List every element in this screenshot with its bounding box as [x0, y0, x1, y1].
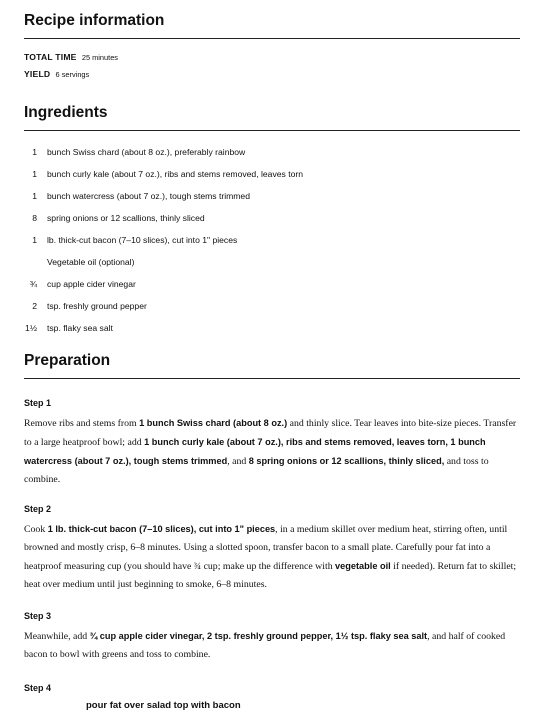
ingredient-reference: pour fat over salad top with bacon — [86, 700, 241, 711]
step-3-label: Step 3 — [24, 611, 52, 621]
ingredient-text: spring onions or 12 scallions, thinly sliced — [47, 213, 205, 223]
ingredient-text: bunch watercress (about 7 oz.), tough stems trimmed — [47, 191, 250, 201]
total-time-value: 25 minutes — [81, 53, 118, 62]
ingredient-text: tsp. flaky sea salt — [47, 323, 113, 333]
ingredient-item — [24, 191, 250, 205]
step-4-label: Step 4 — [24, 683, 52, 693]
ingredient-quantity: 8 — [32, 213, 37, 223]
step-1-text — [24, 414, 524, 489]
ingredient-text: cup apple cider vinegar — [47, 279, 136, 289]
instruction-text: Meanwhile, add — [24, 631, 90, 642]
recipe-info-title: Recipe information — [24, 12, 165, 29]
ingredient-item — [24, 169, 303, 183]
ingredient-quantity: 1 — [32, 191, 37, 201]
ingredient-text: lb. thick-cut bacon (7–10 slices), cut into 1" pieces — [47, 235, 238, 245]
ingredient-quantity: 2 — [32, 301, 37, 311]
yield-row — [24, 69, 89, 79]
step-3-text — [24, 627, 524, 664]
instruction-text: Remove ribs and stems from — [24, 418, 140, 429]
ingredient-text: tsp. freshly ground pepper — [47, 301, 147, 311]
ingredient-reference: 1 bunch Swiss chard (about 8 oz.) — [139, 418, 288, 428]
total-time-row — [24, 52, 118, 62]
section-divider — [24, 378, 520, 379]
ingredient-item — [24, 323, 113, 337]
total-time-label: TOTAL TIME — [24, 52, 77, 62]
yield-label: YIELD — [24, 69, 51, 79]
ingredient-reference: ¾ cup apple cider vinegar, 2 tsp. freshly ground pepper, 1½ tsp. flaky sea salt — [89, 631, 428, 641]
ingredient-text: Vegetable oil (optional) — [47, 257, 135, 267]
ingredient-reference: 1 lb. thick-cut bacon (7–10 slices), cut into 1" pieces — [47, 524, 276, 534]
instruction-text: Cook — [24, 524, 48, 535]
ingredient-quantity: 1 — [32, 235, 37, 245]
instruction-text: and thinly slice. Tear leaves into bite-size pieces. Transfer to a large heatproof bowl; add — [24, 418, 517, 448]
instruction-text: , and — [227, 456, 249, 467]
ingredient-quantity: 1 — [32, 169, 37, 179]
step-2-label: Step 2 — [24, 504, 52, 514]
ingredient-item — [24, 147, 245, 161]
instruction-text: , in a medium skillet over medium heat, stirring often, until browned and mostly crisp, 6–8 minutes. Using a slotted spoon, transfer bacon to a small plate. Carefully pour fat into a heatproof measuring cup (you should have ¾ cup; make up the difference with — [24, 524, 508, 572]
ingredient-quantity: 1 — [32, 147, 37, 157]
instruction-text: and toss to combine. — [24, 456, 489, 485]
ingredient-item — [24, 235, 237, 249]
yield-value: 6 servings — [55, 70, 90, 79]
ingredient-reference: vegetable oil — [335, 561, 391, 571]
ingredient-reference: 1 bunch curly kale (about 7 oz.), ribs and stems removed, leaves torn, 1 bunch watercress (about 7 oz.), tough stems trimmed — [24, 437, 486, 466]
ingredient-quantity: 1½ — [25, 323, 37, 333]
ingredients-title: Ingredients — [24, 104, 108, 121]
ingredient-text: bunch curly kale (about 7 oz.), ribs and stems removed, leaves torn — [47, 169, 304, 179]
ingredient-text: bunch Swiss chard (about 8 oz.), preferably rainbow — [47, 147, 246, 157]
section-divider — [24, 130, 520, 131]
step-2-text — [24, 520, 524, 594]
instruction-text: if needed). Return fat to skillet; heat over medium until just beginning to smoke, 6–8 minutes. — [24, 561, 517, 590]
instruction-text: , and half of cooked bacon to bowl with greens and toss to combine. — [24, 631, 506, 660]
step-1-label: Step 1 — [24, 398, 52, 408]
ingredient-item — [24, 301, 147, 315]
step-4-text — [86, 700, 241, 711]
ingredient-item — [24, 213, 205, 227]
section-divider — [24, 38, 520, 39]
ingredient-item — [24, 279, 136, 293]
ingredient-quantity: ¾ — [29, 279, 37, 289]
ingredient-item — [24, 257, 134, 271]
preparation-title: Preparation — [24, 352, 111, 369]
ingredient-reference: 8 spring onions or 12 scallions, thinly sliced, — [248, 456, 445, 466]
